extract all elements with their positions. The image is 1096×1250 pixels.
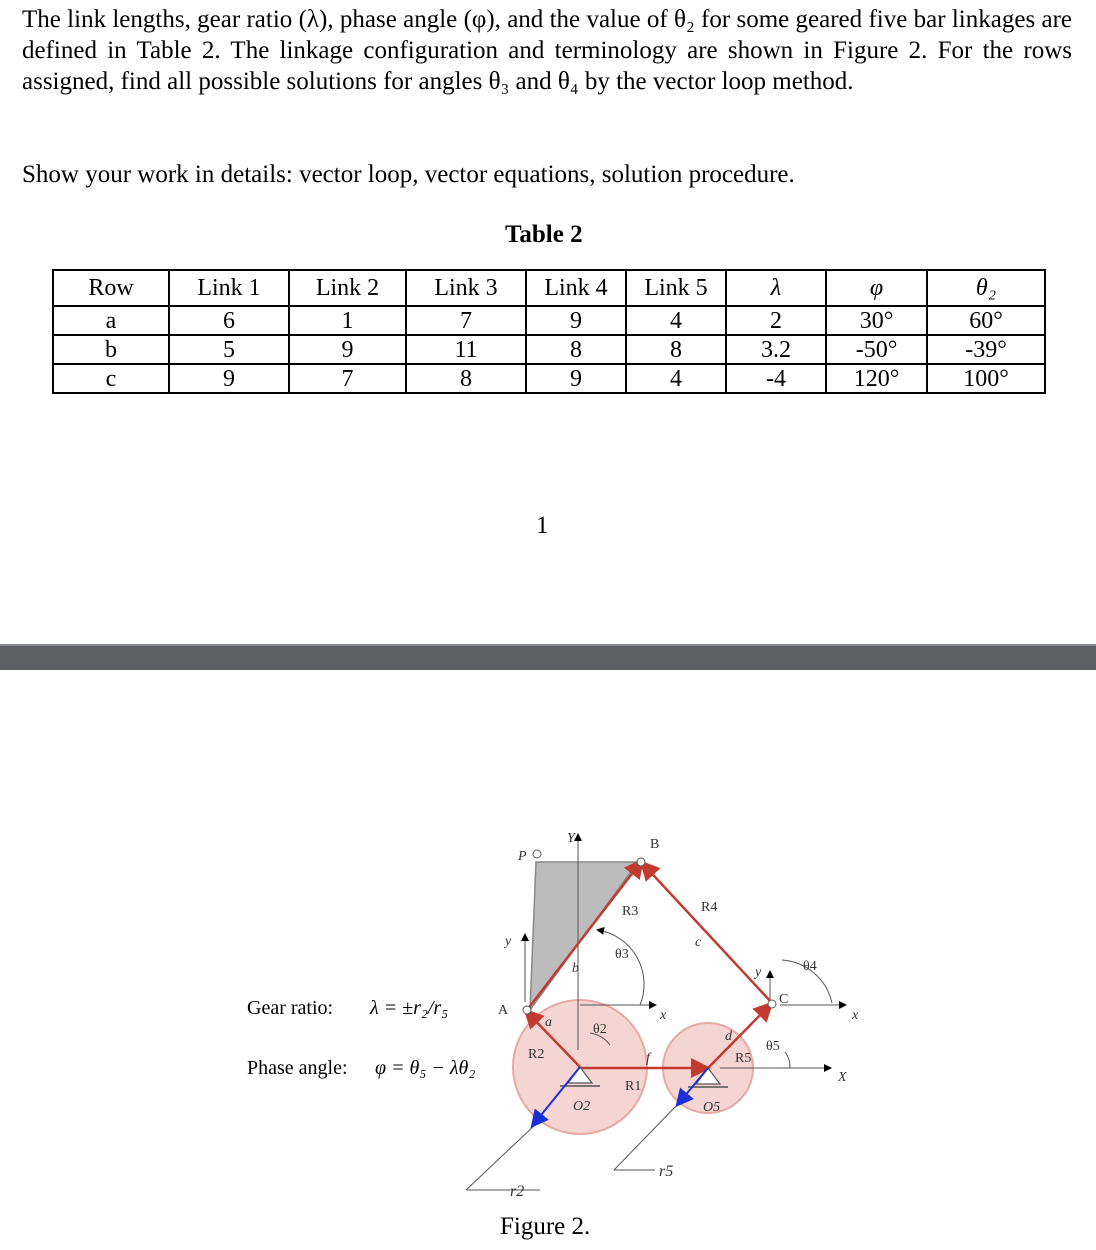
table-cell: 1 [289,306,406,335]
table-cell: 7 [406,306,526,335]
label-y-right: y [755,965,762,980]
theta3-arc [598,930,644,1005]
table-cell: 11 [406,335,526,364]
table-cell: -39° [927,335,1045,364]
header-cell: θ₂ [927,270,1045,306]
header-cell: Link 4 [526,270,626,306]
label-R5: R5 [735,1051,752,1066]
table-cell: 100° [927,364,1045,393]
label-a: a [545,1015,552,1030]
table-cell: 5 [169,335,289,364]
table-cell: 4 [626,364,726,393]
phase-angle-formula: φ = θ₅ − λθ₂ [375,1057,476,1079]
label-X: X [838,1070,847,1085]
table-cell: a [53,306,169,335]
label-x-mid: x [660,1008,667,1023]
table-cell: 2 [726,306,826,335]
label-Y: Y [567,831,575,846]
table-cell: 7 [289,364,406,393]
phase-angle-label: Phase angle: [247,1057,348,1079]
table-cell: 9 [526,306,626,335]
table-caption: Table 2 [505,221,583,248]
label-A: A [498,1003,509,1018]
table-cell: -4 [726,364,826,393]
theta5-arc [785,1052,790,1068]
table-cell: 8 [526,335,626,364]
label-C: C [779,992,789,1007]
table-cell: 8 [406,364,526,393]
radius-r2-leader [466,1125,535,1190]
label-d: d [725,1029,732,1044]
label-c: c [695,935,702,950]
gear-ratio-formula: λ = ±r₂/r₅ [370,997,449,1019]
table-cell: 30° [826,306,927,335]
table-cell: b [53,335,169,364]
table-cell: 4 [626,306,726,335]
header-cell: λ [726,270,826,306]
header-cell: Link 2 [289,270,406,306]
label-P: P [518,849,527,864]
table-cell: c [53,364,169,393]
point-p [533,850,541,858]
joint-b [637,858,645,866]
joint-a [523,1006,531,1014]
table-cell: -50° [826,335,927,364]
label-B: B [650,837,660,852]
problem-statement: The link lengths, gear ratio (λ), phase angle (φ), and the value of θ₂ for some geared five bar linkages are defined in Table 2. The linkage configuration and terminology are shown in Figure 2. For the rows assigned, find all possible solutions for angles θ₃ and θ₄ by the vector loop method. [22,6,1072,95]
label-b: b [572,961,579,976]
header-cell: Link 1 [169,270,289,306]
label-O2: O2 [573,1099,591,1114]
label-R4: R4 [701,900,718,915]
label-theta2: θ2 [593,1022,607,1037]
table-cell: 9 [169,364,289,393]
header-cell: Row [53,270,169,306]
label-O5: O5 [703,1100,721,1115]
label-y-left: y [505,934,512,949]
page-number: 1 [536,512,549,539]
figure-caption: Figure 2. [500,1213,591,1240]
label-theta3: θ3 [615,947,629,962]
joint-c [768,1000,776,1008]
table-cell: 60° [927,306,1045,335]
header-cell: Link 3 [406,270,526,306]
header-cell: φ [826,270,927,306]
label-R1: R1 [625,1079,642,1094]
gear-ratio-label: Gear ratio: [247,997,334,1019]
table-cell: 9 [526,364,626,393]
table-cell: 3.2 [726,335,826,364]
label-R2: R2 [528,1047,545,1062]
label-x-right: x [852,1008,859,1023]
table-cell: 9 [289,335,406,364]
work-instruction: Show your work in details: vector loop, vector equations, solution procedure. [22,161,795,188]
table-cell: 8 [626,335,726,364]
label-R3: R3 [622,904,639,919]
header-cell: Link 5 [626,270,726,306]
table-cell: 6 [169,306,289,335]
label-r5: r5 [659,1163,674,1180]
label-theta4: θ4 [803,959,817,974]
table-cell: 120° [826,364,927,393]
label-f: f [646,1051,650,1066]
label-r2: r2 [510,1183,525,1200]
vector-r4 [643,864,772,1003]
label-theta5: θ5 [766,1039,780,1054]
